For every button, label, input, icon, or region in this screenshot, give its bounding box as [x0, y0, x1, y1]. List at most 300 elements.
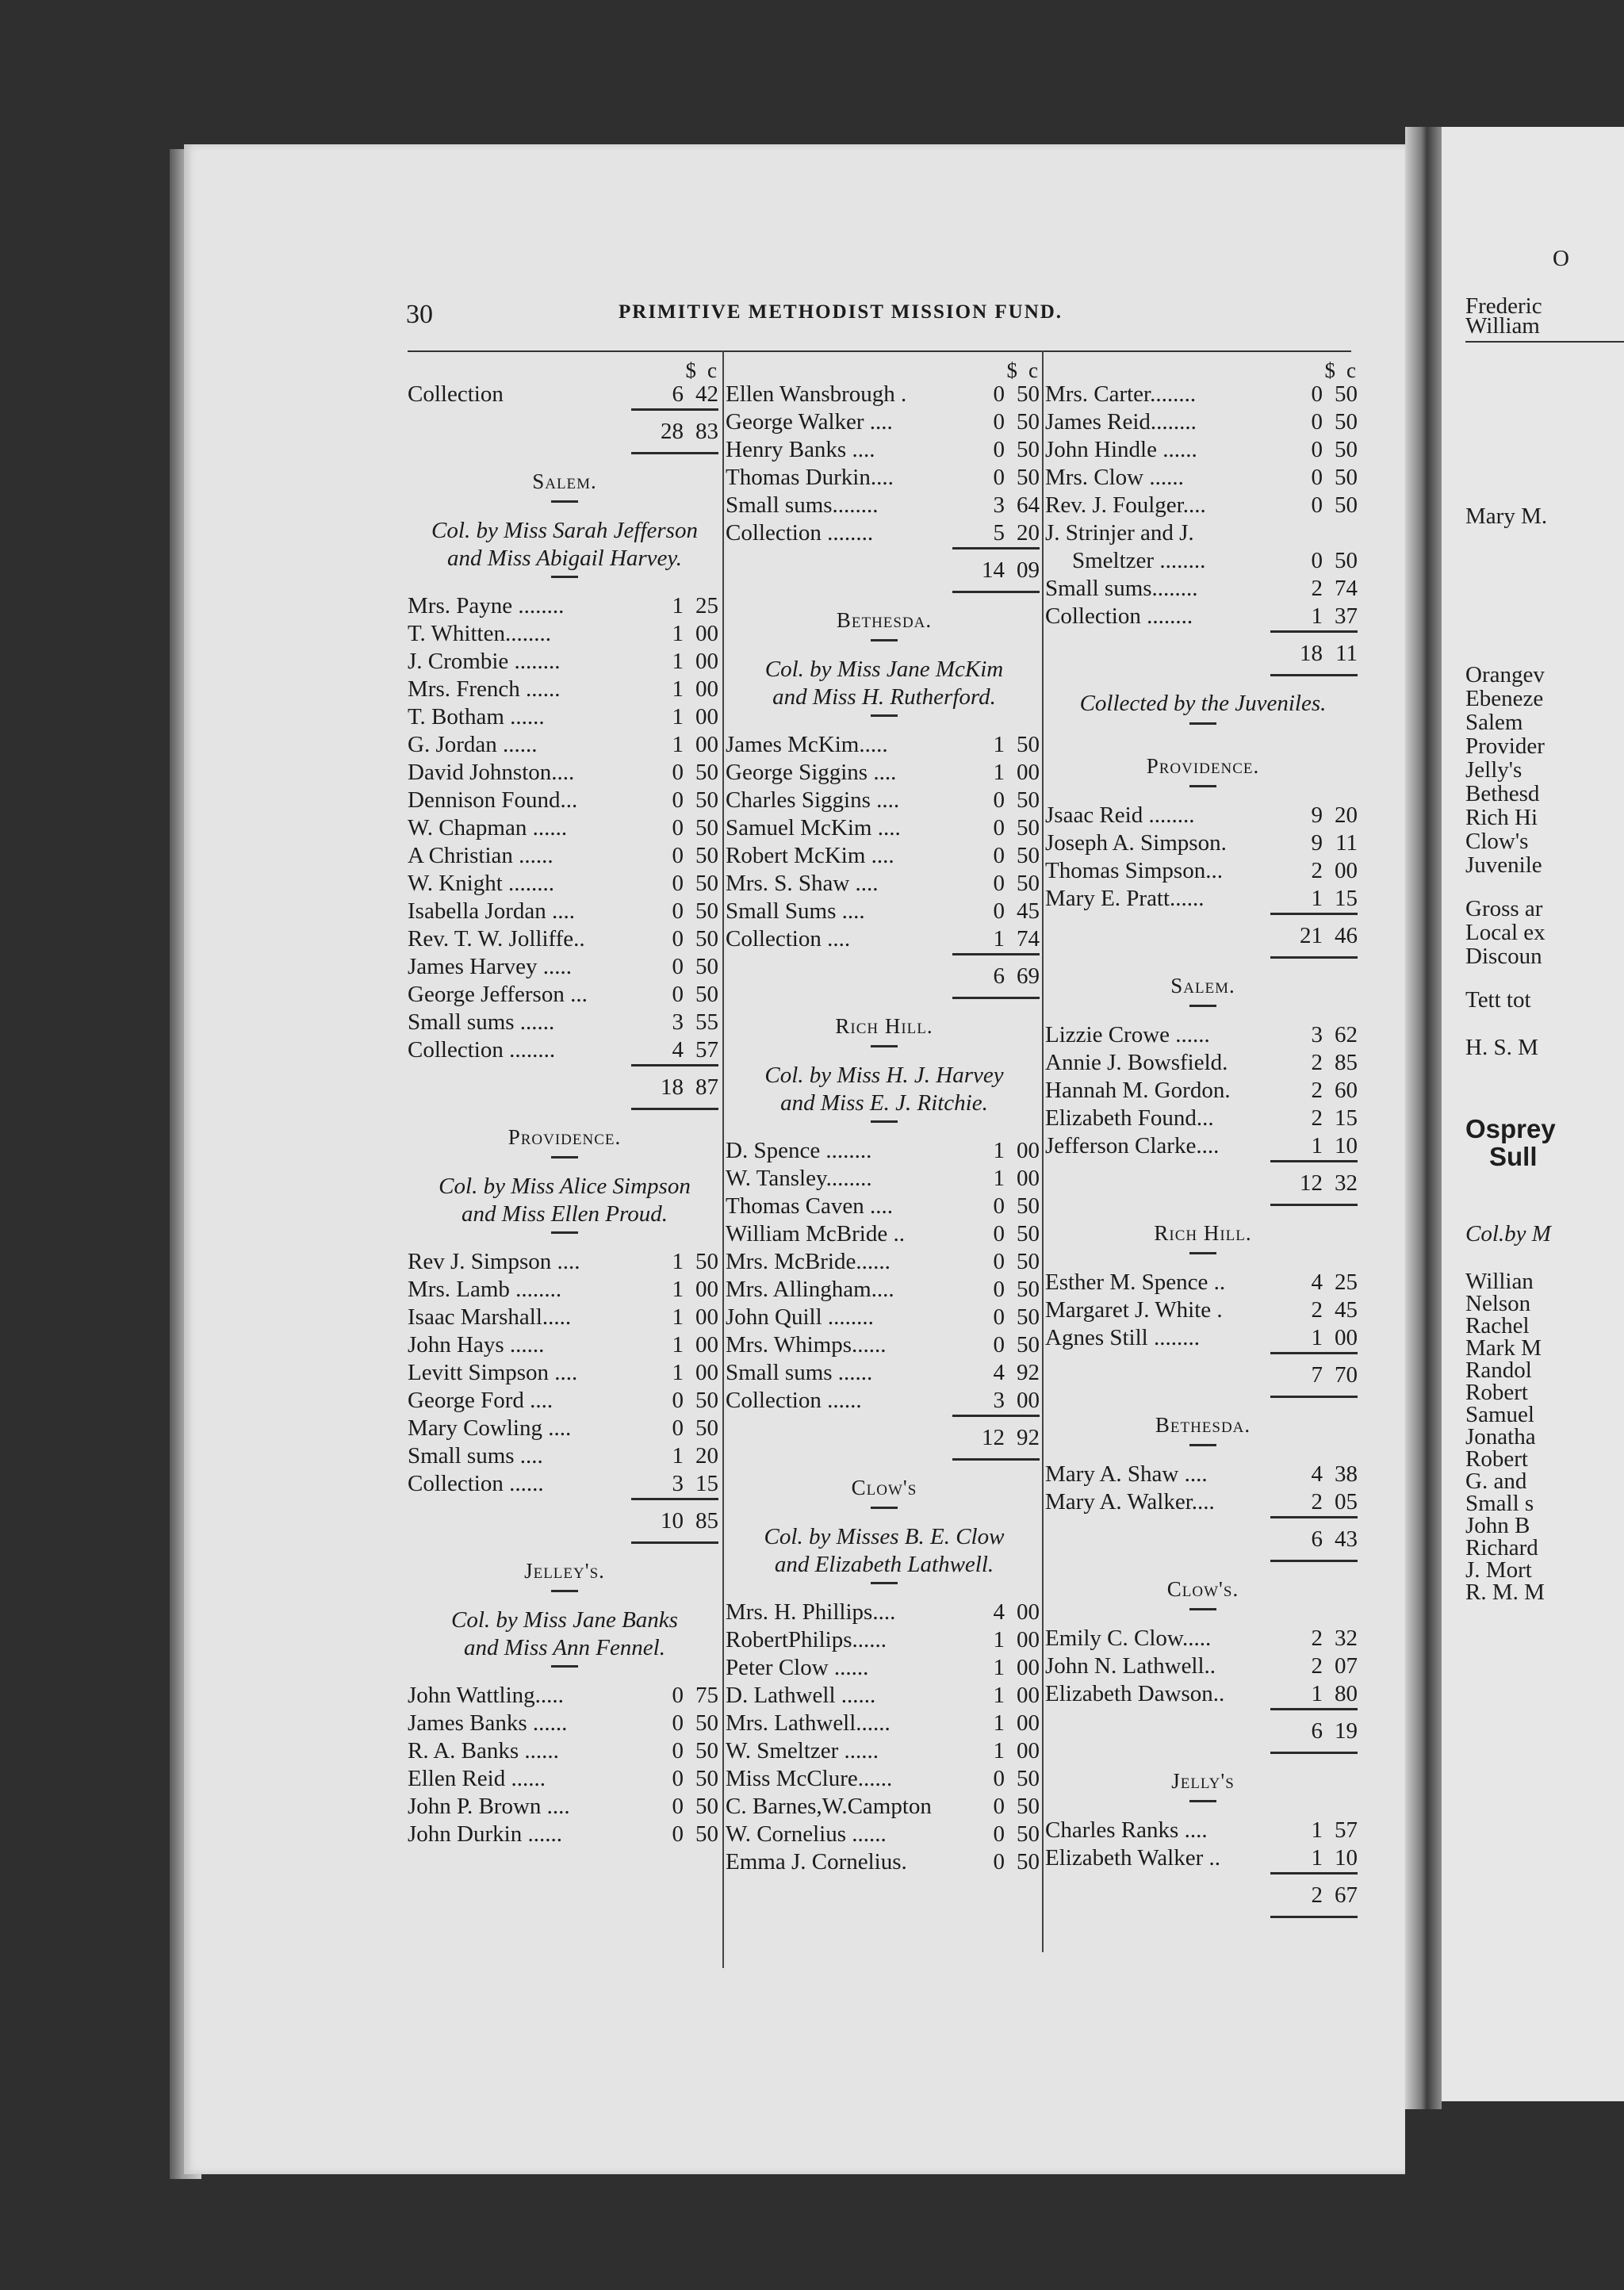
right-page-header-rule — [1465, 341, 1624, 343]
heading-dash — [1189, 785, 1216, 787]
amount-dollars: 1 — [993, 1738, 1005, 1763]
right-page-text-fragment: Sull — [1489, 1142, 1538, 1171]
amount-cents: 00 — [1017, 1627, 1040, 1652]
contributor-name: Mrs. Payne ........ — [408, 593, 565, 618]
contributor-name: John Hays ...... — [408, 1332, 545, 1358]
amount-dollars: 1 — [672, 593, 684, 618]
ledger-row — [726, 1304, 1043, 1331]
currency-header — [408, 357, 722, 381]
contributor-name: James McKim..... — [726, 732, 888, 757]
ledger-row — [1045, 1652, 1361, 1680]
amount-dollars: 1 — [672, 704, 684, 730]
amount-dollars: 0 — [993, 465, 1005, 490]
total-cents: 70 — [1335, 1361, 1358, 1388]
amount-cents: 07 — [1335, 1653, 1358, 1679]
amount-dollars: 4 — [1311, 1461, 1323, 1487]
amount-cents: 38 — [1335, 1461, 1358, 1487]
contributor-name: D. Spence ........ — [726, 1138, 872, 1163]
ledger-row — [726, 731, 1043, 759]
amount-cents: 74 — [1017, 926, 1040, 952]
amount-cents: 50 — [1017, 815, 1040, 841]
amount-dollars: 1 — [1311, 1133, 1323, 1158]
collector-line: and Miss Ann Fennel. — [464, 1635, 665, 1660]
amount-cents: 00 — [1017, 1655, 1040, 1680]
spacer — [1045, 739, 1361, 750]
page-number: 30 — [406, 300, 433, 329]
amount-dollars: 1 — [672, 1304, 684, 1330]
ledger-row — [1045, 1049, 1361, 1077]
contributor-name: Rev. J. Foulger.... — [1045, 492, 1206, 518]
header-rule — [408, 350, 1351, 352]
amount-dollars: 0 — [993, 815, 1005, 841]
note-dash — [1189, 722, 1216, 725]
contributor-name: William McBride .. — [726, 1221, 905, 1246]
ledger-row — [408, 925, 722, 953]
amount-dollars: 0 — [672, 787, 684, 813]
right-page-text-fragment: Mark M — [1465, 1335, 1542, 1361]
contributor-name: Charles Ranks .... — [1045, 1817, 1208, 1843]
spacer — [726, 593, 1043, 604]
ledger-row — [408, 1276, 722, 1304]
contributor-name: Collection ...... — [408, 1471, 544, 1496]
contributor-name: Lizzie Crowe ...... — [1045, 1022, 1210, 1047]
amount-dollars: 1 — [1311, 1817, 1323, 1843]
right-page-text-fragment: Provider — [1465, 733, 1545, 759]
amount-cents: 20 — [1335, 802, 1358, 828]
amount-cents: 50 — [1017, 1193, 1040, 1219]
ledger-row — [1045, 1817, 1361, 1844]
spacer — [1045, 959, 1361, 970]
amount-dollars: 0 — [993, 437, 1005, 462]
spacer — [1045, 1206, 1361, 1217]
ledger-row — [408, 842, 722, 870]
amount-dollars: 0 — [672, 1415, 684, 1441]
amount-dollars: 0 — [993, 898, 1005, 924]
amount-cents: 57 — [1335, 1817, 1358, 1843]
amount-cents: 64 — [1017, 492, 1040, 518]
amount-cents: 50 — [1335, 465, 1358, 490]
heading-dash — [1189, 1608, 1216, 1610]
amount-dollars: 0 — [993, 871, 1005, 896]
right-page-text-fragment: Discoun — [1465, 944, 1542, 969]
ledger-row — [726, 1848, 1043, 1876]
total-cents: 69 — [1017, 963, 1040, 989]
ledger-row — [726, 1737, 1043, 1765]
section-total — [1045, 1162, 1361, 1204]
ledger-row — [408, 676, 722, 703]
contributor-name: W. Tansley........ — [726, 1166, 872, 1191]
amount-cents: 50 — [695, 787, 718, 813]
amount-cents: 55 — [695, 1009, 718, 1035]
contributor-name: Emily C. Clow..... — [1045, 1626, 1212, 1651]
contributor-name: J. Crombie ........ — [408, 649, 561, 674]
right-page-text-fragment: Richard — [1465, 1535, 1538, 1560]
contributor-name: Mrs. Allingham.... — [726, 1277, 894, 1302]
right-page-text-fragment: J. Mort — [1465, 1557, 1532, 1583]
total-dollars: 6 — [1311, 1718, 1323, 1744]
ledger-row — [408, 1036, 722, 1064]
contributor-name: Mary A. Walker.... — [1045, 1489, 1215, 1515]
amount-dollars: 1 — [672, 649, 684, 674]
contributor-name: W. Knight ........ — [408, 871, 555, 896]
amount-dollars: 1 — [672, 1443, 684, 1469]
amount-cents: 00 — [1017, 1683, 1040, 1708]
amount-dollars: 0 — [993, 787, 1005, 813]
contributor-name: G. Jordan ...... — [408, 732, 538, 757]
ledger-row — [726, 436, 1043, 464]
ledger-row — [408, 620, 722, 648]
amount-cents: 00 — [1017, 760, 1040, 785]
amount-dollars: 0 — [993, 1304, 1005, 1330]
contributor-name: Isaac Marshall..... — [408, 1304, 572, 1330]
amount-cents: 00 — [1017, 1710, 1040, 1736]
amount-cents: 50 — [1017, 437, 1040, 462]
right-page-text-fragment: Bethesd — [1465, 781, 1540, 806]
ledger-row — [1045, 1625, 1361, 1652]
ledger-row — [726, 1276, 1043, 1304]
spacer — [408, 1544, 722, 1555]
amount-dollars: 1 — [993, 732, 1005, 757]
amount-dollars: 0 — [1311, 492, 1323, 518]
total-cents: 11 — [1335, 640, 1358, 666]
ledger-row — [408, 787, 722, 814]
amount-cents: 50 — [1017, 1221, 1040, 1246]
contributor-name: Small sums ...... — [408, 1009, 555, 1035]
heading-dash — [551, 1590, 578, 1592]
heading-dash — [1189, 1252, 1216, 1254]
amount-dollars: 0 — [993, 1766, 1005, 1791]
section-total — [1045, 915, 1361, 956]
amount-dollars: 0 — [672, 815, 684, 841]
amount-cents: 00 — [695, 1277, 718, 1302]
total-cents: 83 — [695, 418, 718, 444]
contributor-name: Samuel McKim .... — [726, 815, 901, 841]
section-total — [1045, 1354, 1361, 1396]
amount-dollars: 4 — [993, 1360, 1005, 1385]
ledger-row — [408, 592, 722, 620]
ledger-row — [408, 703, 722, 731]
amount-cents: 50 — [1335, 409, 1358, 435]
right-page-text-fragment: G. and — [1465, 1469, 1527, 1494]
ledger-row — [1045, 381, 1361, 408]
right-page-text-fragment: Randol — [1465, 1358, 1532, 1383]
heading-dash — [551, 1156, 578, 1158]
ledger-row — [726, 408, 1043, 436]
total-dollars: 2 — [1311, 1882, 1323, 1908]
ledger-row — [1045, 603, 1361, 630]
ledger-row — [726, 814, 1043, 842]
right-page-text-fragment: Local ex — [1465, 920, 1545, 945]
section-total — [408, 411, 722, 452]
ledger-row — [1045, 408, 1361, 436]
heading-dash — [1189, 1005, 1216, 1007]
ledger-row — [1045, 519, 1361, 547]
ledger-row — [726, 1626, 1043, 1654]
amount-cents: 10 — [1335, 1133, 1358, 1158]
ledger-row — [408, 981, 722, 1009]
contributor-name: T. Botham ...... — [408, 704, 545, 730]
amount-dollars: 1 — [993, 1710, 1005, 1736]
contributor-name: J. Strinjer and J. — [1045, 520, 1194, 546]
contributor-name: Rev J. Simpson .... — [408, 1249, 580, 1274]
cents-sign: c — [707, 358, 717, 382]
contributor-name: RobertPhilips...... — [726, 1627, 887, 1652]
amount-cents: 15 — [1335, 886, 1358, 911]
collector-line: Col. by Miss Alice Simpson — [439, 1174, 691, 1199]
right-page-text-fragment: William — [1465, 313, 1540, 339]
ledger-row — [408, 1248, 722, 1276]
amount-dollars: 3 — [993, 492, 1005, 518]
ledger-row — [408, 1415, 722, 1442]
contributor-name: W. Cornelius ...... — [726, 1821, 887, 1847]
right-page-text-fragment: Rich Hi — [1465, 805, 1538, 830]
spacer — [726, 999, 1043, 1010]
amount-dollars: 1 — [993, 1655, 1005, 1680]
amount-cents: 75 — [695, 1683, 718, 1708]
contributor-name: Ellen Reid ...... — [408, 1766, 546, 1791]
amount-cents: 50 — [1335, 492, 1358, 518]
total-dollars: 12 — [1300, 1170, 1323, 1196]
amount-dollars: 2 — [1311, 1626, 1323, 1651]
contributor-name: Jsaac Reid ........ — [1045, 802, 1195, 828]
contributor-name: Mary E. Pratt...... — [1045, 886, 1205, 911]
amount-cents: 00 — [695, 732, 718, 757]
ledger-row — [1045, 802, 1361, 829]
total-cents: 85 — [695, 1507, 718, 1534]
amount-dollars: 0 — [672, 1388, 684, 1413]
amount-dollars: 0 — [993, 1277, 1005, 1302]
amount-cents: 00 — [1017, 1138, 1040, 1163]
amount-dollars: 1 — [993, 1138, 1005, 1163]
column-divider — [722, 350, 724, 1968]
amount-dollars: 0 — [672, 1821, 684, 1847]
ledger-row — [726, 1654, 1043, 1682]
ledger-row — [408, 1682, 722, 1710]
ledger-row — [726, 759, 1043, 787]
ledger-row — [1045, 857, 1361, 885]
contributor-name: James Reid........ — [1045, 409, 1197, 435]
contributor-name: Dennison Found... — [408, 787, 578, 813]
ledger-row — [726, 1165, 1043, 1193]
contributor-name: Mrs. Lathwell...... — [726, 1710, 891, 1736]
contributor-name: James Banks ...... — [408, 1710, 568, 1736]
amount-dollars: 0 — [672, 1683, 684, 1708]
total-cents: 09 — [1017, 557, 1040, 583]
amount-cents: 85 — [1335, 1050, 1358, 1075]
amount-cents: 50 — [1017, 381, 1040, 407]
amount-dollars: 1 — [1311, 1325, 1323, 1350]
juveniles-note: Collected by the Juveniles. — [1079, 691, 1327, 716]
collector-dash — [871, 1582, 898, 1584]
total-dollars: 6 — [1311, 1526, 1323, 1552]
contributor-name: John Wattling..... — [408, 1683, 564, 1708]
amount-dollars: 0 — [672, 982, 684, 1007]
ledger-row — [408, 1387, 722, 1415]
collector-dash — [871, 714, 898, 717]
amount-cents: 50 — [1017, 1332, 1040, 1358]
amount-cents: 50 — [1017, 1794, 1040, 1819]
amount-dollars: 0 — [1311, 465, 1323, 490]
right-page-text-fragment: Col.by M — [1465, 1221, 1551, 1246]
amount-cents: 00 — [1335, 858, 1358, 883]
total-dollars: 7 — [1311, 1361, 1323, 1388]
ledger-row — [726, 787, 1043, 814]
ledger-row — [408, 1765, 722, 1793]
ledger-row — [1045, 1461, 1361, 1488]
amount-cents — [1323, 519, 1361, 547]
dollar-sign: $ — [1324, 358, 1336, 382]
currency-header — [726, 357, 1043, 381]
contributor-name: Esther M. Spence .. — [1045, 1269, 1226, 1295]
spacer — [408, 1110, 722, 1121]
amount-cents: 50 — [695, 760, 718, 785]
contributor-name: Emma J. Cornelius. — [726, 1849, 907, 1875]
contributor-name: Peter Clow ...... — [726, 1655, 869, 1680]
right-page-text-fragment: Orangev — [1465, 662, 1545, 687]
ledger-row — [408, 1304, 722, 1331]
amount-dollars: 1 — [672, 1332, 684, 1358]
amount-cents: 74 — [1335, 576, 1358, 601]
right-page-text-fragment: Ebeneze — [1465, 686, 1544, 711]
amount-cents: 60 — [1335, 1078, 1358, 1103]
amount-cents: 00 — [695, 1304, 718, 1330]
right-page-text-fragment: R. M. M — [1465, 1580, 1545, 1605]
page-title: PRIMITIVE METHODIST MISSION FUND. — [619, 301, 1063, 323]
section-total — [408, 1066, 722, 1108]
amount-cents: 80 — [1335, 1681, 1358, 1706]
total-dollars: 28 — [661, 418, 684, 444]
amount-dollars: 0 — [993, 409, 1005, 435]
heading-dash — [871, 1507, 898, 1509]
collector-line: and Miss E. J. Ritchie. — [780, 1090, 988, 1116]
contributor-name: John Hindle ...... — [1045, 437, 1197, 462]
amount-dollars: 1 — [993, 1683, 1005, 1708]
amount-dollars: 0 — [993, 1821, 1005, 1847]
amount-dollars: 0 — [672, 760, 684, 785]
amount-cents: 50 — [1335, 381, 1358, 407]
total-dollars: 14 — [982, 557, 1005, 583]
amount-dollars: 1 — [1311, 1845, 1323, 1871]
spacer — [1045, 1754, 1361, 1765]
amount-cents: 50 — [695, 1794, 718, 1819]
ledger-row — [726, 492, 1043, 519]
heading-dash — [871, 639, 898, 641]
ledger-row — [726, 1220, 1043, 1248]
amount-cents: 00 — [695, 621, 718, 646]
contributor-name: Mary Cowling .... — [408, 1415, 572, 1441]
right-page-fragment — [1442, 127, 1624, 2101]
contributor-name: Smeltzer ........ — [1072, 548, 1206, 573]
amount-cents: 00 — [1017, 1166, 1040, 1191]
contributor-name: James Harvey ..... — [408, 954, 572, 979]
contributor-name: George Walker .... — [726, 409, 893, 435]
ledger-column-3 — [1045, 357, 1361, 1918]
contributor-name: Mrs. H. Phillips.... — [726, 1599, 896, 1625]
amount-dollars: 0 — [993, 843, 1005, 868]
spacer — [1045, 676, 1361, 687]
amount-dollars: 1 — [672, 1277, 684, 1302]
right-page-text-fragment: Juvenile — [1465, 852, 1542, 878]
section-total — [1045, 1518, 1361, 1560]
amount-cents: 50 — [1017, 1249, 1040, 1274]
amount-cents: 42 — [695, 381, 718, 407]
amount-cents: 15 — [695, 1471, 718, 1496]
right-page-text-fragment: John B — [1465, 1513, 1530, 1538]
contributor-name: Mrs. Clow ...... — [1045, 465, 1184, 490]
ledger-row — [726, 842, 1043, 870]
contributor-name: Small Sums .... — [726, 898, 865, 924]
ledger-row — [726, 1387, 1043, 1415]
amount-cents: 50 — [695, 954, 718, 979]
contributor-name: Mrs. Whimps...... — [726, 1332, 887, 1358]
contributor-name: Thomas Simpson... — [1045, 858, 1223, 883]
ledger-row — [726, 1793, 1043, 1821]
ledger-row — [408, 648, 722, 676]
amount-dollars: 1 — [672, 1360, 684, 1385]
amount-dollars: 1 — [993, 1166, 1005, 1191]
amount-dollars: 0 — [993, 1249, 1005, 1274]
amount-cents: 50 — [695, 871, 718, 896]
section-total — [1045, 633, 1361, 674]
ledger-row — [408, 1009, 722, 1036]
amount-dollars: 3 — [672, 1471, 684, 1496]
amount-cents: 00 — [695, 704, 718, 730]
contributor-name: Collection ........ — [408, 1037, 556, 1063]
total-dollars: 18 — [661, 1074, 684, 1100]
right-page-text-fragment: Samuel — [1465, 1402, 1534, 1427]
contributor-name: Agnes Still ........ — [1045, 1325, 1200, 1350]
amount-cents: 37 — [1335, 603, 1358, 629]
ledger-row — [726, 1193, 1043, 1220]
ledger-row — [1045, 1296, 1361, 1324]
right-page-text-fragment: Tett tot — [1465, 987, 1531, 1013]
amount-dollars: 0 — [993, 1193, 1005, 1219]
amount-dollars: 1 — [672, 621, 684, 646]
amount-dollars: 4 — [1311, 1269, 1323, 1295]
section-heading: Jelley's. — [524, 1559, 605, 1583]
section-heading: Bethesda. — [836, 608, 933, 632]
amount-cents: 00 — [1017, 1738, 1040, 1763]
right-page-text-fragment: Robert — [1465, 1380, 1528, 1405]
contributor-name: D. Lathwell ...... — [726, 1683, 876, 1708]
section-heading: Clow's. — [1166, 1577, 1239, 1601]
contributor-name: Collection .... — [726, 926, 851, 952]
amount-cents: 50 — [695, 1766, 718, 1791]
contributor-name: Annie J. Bowsfield. — [1045, 1050, 1228, 1075]
contributor-name: Rev. T. W. Jolliffe.. — [408, 926, 585, 952]
cents-sign: c — [1346, 358, 1356, 382]
contributor-name: Isabella Jordan .... — [408, 898, 575, 924]
ledger-column-2 — [726, 357, 1043, 1876]
total-dollars: 10 — [661, 1507, 684, 1534]
ledger-row — [1045, 1077, 1361, 1105]
right-page-text-fragment: Rachel — [1465, 1313, 1530, 1338]
contributor-name: Joseph A. Simpson. — [1045, 830, 1227, 856]
ledger-row — [408, 1737, 722, 1765]
amount-dollars — [1299, 519, 1323, 547]
total-cents: 43 — [1335, 1526, 1358, 1552]
ledger-row — [408, 1331, 722, 1359]
total-cents: 46 — [1335, 922, 1358, 948]
ledger-row — [408, 759, 722, 787]
contributor-name: C. Barnes,W.Campton — [726, 1794, 932, 1819]
section-heading: Salem. — [532, 469, 597, 493]
amount-cents: 00 — [695, 649, 718, 674]
amount-dollars: 2 — [1311, 1078, 1323, 1103]
amount-cents: 32 — [1335, 1626, 1358, 1651]
amount-dollars: 5 — [993, 520, 1005, 546]
amount-cents: 50 — [1017, 843, 1040, 868]
